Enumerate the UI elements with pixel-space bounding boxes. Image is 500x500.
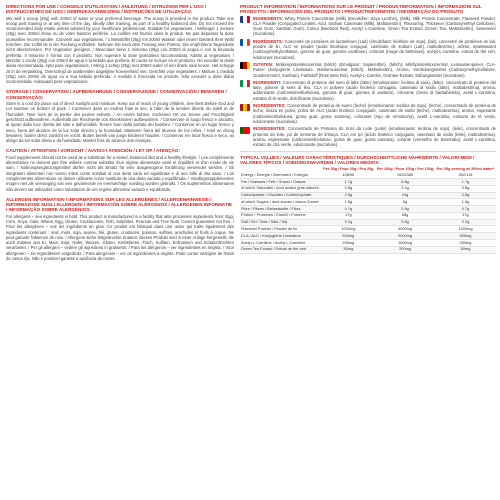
nutrient-name: Carbohydrate / Glucides / Kohlenhydrate (240, 192, 322, 199)
nutrient-name: Acetyl L-Carnitine / Acétyl L-Carnitine (240, 240, 322, 247)
ingredient-item (240, 80, 496, 101)
nutrient-value: 3.2g (375, 185, 435, 192)
ingredient-lang-tag: INGREDIENTES: (253, 126, 286, 132)
nutrient-value: 17g (322, 212, 375, 219)
ingredient-text (253, 16, 496, 37)
nutrient-value: 408/96 (322, 172, 375, 178)
nutrient-value: 0.7g (322, 206, 375, 213)
flag-stripe (247, 127, 250, 134)
ingredient-body: Molkenproteinkonzentrat (Milch) (Emulgator: Sojalecithin), (Milch), Milchproteinkonzentrat, Leinsamenpulver, CLA-Pulver (konjugierte Linolsäure, Natriumcaseinat (Milch), Maltodextrin), Aroma, Verdickungsmittel (Carboxymethylcellulose, Guarkernmehl, Xanthan), Farbstoff (Rote Bete Rot), Acetyl-L-Carnitin, Grüntee-Extrakt, Süßungsmittel (Sucralose). (253, 61, 496, 78)
nutrition-row (240, 212, 496, 219)
ingredient-text (253, 62, 496, 78)
nutrition-table-body (240, 172, 496, 253)
product-info-title: PRODUCT INFORMATION / INFORMATIONS SUR LE PRODUIT / PRODUKTINFORMATION / INFORMAZIONI SUL PRODOTTO / INFORMACIÓN DEL PRODUCTO / PRODUCTINFORMATIE / INFORMAÇÃO DO PRODUTO (240, 4, 482, 15)
nutrient-value: 1.5g (435, 199, 496, 206)
nutrition-row (240, 233, 496, 240)
nutrient-value: 250mg (322, 240, 375, 247)
left-column (6, 4, 234, 496)
nutrient-value: 0.2g (435, 219, 496, 226)
nutrient-name: of which Saturates / dont acides gras saturés (240, 185, 322, 192)
ingredient-item (240, 62, 496, 78)
nutrient-value: 1.7g (322, 178, 375, 185)
allergens-title: ALLERGEN INFORMATION / INFORMATIONS SUR LES ALLERGÈNES / ALLERGENHINWEISE / INFORMAZIONI SUGLI ALLERGENI / INFORMACIÓN SOBRE ALÉRGENOS / ALLERGENEN INFORMATIE / INFORMAÇÃO SOBRE ALERGÉNIOS: (6, 196, 233, 213)
nutrient-value: 0.8g (435, 185, 496, 192)
flag-stripe (247, 16, 250, 23)
ingredient-text (253, 103, 496, 124)
caution-body: Food supplements should not be used as a substitute for a varied, balanced diet and a healthy lifestyle. / Les compléments alimentaires ne doivent pas être utilisés comme substitut d'un régime alimentaire varié et équilibré et d'un mode de vie sain. / Nahrungsergänzungsmittel dürfen nicht als Ersatz für eine ausgewogene Ernährung verwendet werden. / Gli integratori alimentari non vanno intesi come sostituti di una dieta varia ed equilibrata e di uno stile di vita sano. / Los complementos alimenticios no deben utilizarse como sustituto de una dieta variada y equilibrada. / Voedingssupplementen mogen niet als vervanging van een gevarieerde en evenwichtige voeding worden gebruikt. / Os suplementos alimentares não devem ser utilizados como substitutos de um regime alimentar variado e equilibrado. (6, 154, 234, 192)
nutrient-name: Fat / Graisses / Fett / Grassi / Grasas (240, 178, 322, 185)
ingredient-item (240, 39, 496, 60)
ingredient-lang-tag: ZUTATEN: (253, 61, 274, 67)
nutrient-name: Fibre / Fibres / Ballaststoffe / Fibra (240, 206, 322, 213)
nutrient-value: 2.8g (375, 206, 435, 213)
ingredient-body: Concentré de protéines de lactosérum (Lait) (émulsifiant: lécithine de soja), (lait), concentré de protéines de lait, poudre de lin, ALC en poudre (acide linoléique conjugué, caséinate de sodium (Lait), maltodextrine), arôme, épaississant (carboxyméthylcellulose, gomme de guar, gomme xanthane), colorant (rouge de betterave), acétyl-L-carnitine, extrait de thé vert, édulcorant (sucralose). (253, 38, 496, 60)
nutrient-name: Salt / Sel / Salz / Sale / Sal (240, 219, 322, 226)
ingredient-lang-tag: INGREDIENTI: (253, 79, 282, 85)
allergens-body: For allergens – see ingredients in bold. This product is manufactured in a facility that also processes ingredients from: Egg, Corn, Soya, Oats, Wheat, Egg, Gluten, Crustaceans, Fish, Sulphites, Peanuts and Tree Nuts. Cannot guarantee nut free. / Pour les allergènes – voir les ingrédients en gras. Ce produit est fabriqué dans une usine qui traite également des ingrédients contenant : œuf, maïs, soja, avoine, blé, gluten, crustacés, poisson, sulfites, arachides et fruits à coque. Ne peut garantir l'absence de noix. / Allergene siehe fettgedruckte Zutaten. Dieses Produkt wird in einer Anlage hergestellt, die auch Zutaten aus Ei, Mais, Soja, Hafer, Weizen, Gluten, Krebstieren, Fisch, Sulfiten, Erdnüssen und Schalenfrüchten verarbeitet. / Per gli allergeni – vedere gli ingredienti in grassetto. / Para los alérgenos – ver ingredientes en negrita. / Voor allergenen – zie ingrediënten vetgedrukt. / Para alergénios – ver os ingredientes a negrito. Pode conter vestígios de frutos de casca rija. Não é possível garantir a ausência de nozes. (6, 213, 234, 262)
nutrient-value: 502/118 (435, 172, 496, 178)
nutrition-row (240, 185, 496, 192)
nutrition-row (240, 206, 496, 213)
nutrition-row (240, 246, 496, 253)
nutrient-value: 6g (375, 199, 435, 206)
nutrient-name: Energy / Énergie / Brennwert / Energia (240, 172, 322, 178)
nutrient-value: 50mg (435, 246, 496, 253)
nutrient-value: 500mg (435, 233, 496, 240)
divider (240, 151, 496, 152)
nutrition-header-cell: Per 25g / Pour 25g / Pro 25g (323, 167, 374, 172)
flag-stripe (247, 39, 250, 46)
nutrient-value: 1000mg (322, 226, 375, 233)
ingredient-lang-tag: INGREDIENTS: (253, 15, 284, 21)
nutrient-value: 2.5g (322, 192, 375, 199)
directions-section (6, 4, 234, 84)
nutrient-value: 1000mg (435, 226, 496, 233)
ingredient-item (240, 126, 496, 147)
nutrition-table (240, 167, 496, 254)
nutrition-row (240, 226, 496, 233)
caution-title: CAUTION / ATTENTION / VORSICHT / AVVISO / ATENCIÓN / LET OP / ATENÇÃO: (6, 148, 180, 154)
right-column (240, 4, 496, 496)
flag-icon (240, 62, 250, 69)
flag-stripe (247, 62, 250, 69)
caution-section (6, 148, 234, 191)
nutrient-value: 2.5g (435, 192, 496, 199)
ingredient-lang-tag: INGREDIENTES: (253, 103, 286, 109)
ingredient-body: Concentrado de Proteína do Soro do Leite (Leite) (emulsionante: lecitina de soja), (leite), concentrado de proteína do leite, pó de semente de linhaça, CLA em pó (ácido linoleico conjugado, caseinato de sódio (leite), maltodextrina), aroma, espessante (carboximetilcelulose, goma de guar, goma xantana), corante (vermelho de beterraba), acetil L-carnitina, extrato de chá verde, edulcorante (sucralose). (253, 126, 496, 148)
nutrition-row (240, 240, 496, 247)
nutrition-row (240, 219, 496, 226)
nutrient-value: 10g (375, 192, 435, 199)
nutrient-value: 0.8g (375, 219, 435, 226)
nutrient-value: 500mg (322, 233, 375, 240)
flag-icon (240, 127, 250, 134)
ingredient-text (253, 80, 496, 101)
nutrient-name: Protein / Protéines / Eiweiß / Proteine (240, 212, 322, 219)
nutrient-value: 4000mg (375, 226, 435, 233)
nutrition-header-cell: Per 100g / Pour 100g / Pro 100g (376, 167, 434, 172)
ingredient-lang-tag: INGRÉDIENTS: (253, 38, 284, 44)
flag-icon (240, 104, 250, 111)
storage-title: STORAGE / CONSERVATION / AUFBEWAHRUNG / CONSERVAZIONE / CONSERVACIÓN / BEWAREN / CONSERVAÇÃO: (6, 89, 227, 100)
nutrient-value: 1000mg (375, 240, 435, 247)
nutrient-value: 68g (375, 212, 435, 219)
nutrient-value: 2000mg (375, 233, 435, 240)
nutrient-value: 0.8g (322, 185, 375, 192)
flag-stripe (247, 80, 250, 87)
nutrition-header-cell: Per 25g serving w/ 200ml water* (436, 167, 495, 172)
nutrient-value: 6.8g (375, 178, 435, 185)
storage-section (6, 89, 234, 143)
flag-icon (240, 80, 250, 87)
ingredient-item (240, 16, 496, 37)
nutrient-value: 0.2g (322, 219, 375, 226)
ingredient-body: Concentrado de proteína de suero (leche) (emulsionante: lecitina de soja), (leche), concentrado de proteína de leche, linaza en polvo, polvo de ALC (ácido linoleico conjugado, caseinato de sodio (leche), maltodextrina), aroma, espesante (carboximetilcelulosa, goma guar, goma xantana), colorante (rojo de remolacha), acetil L-carnitina, extracto de té verde, edulcorante (sucralosa). (253, 103, 496, 124)
flag-icon (240, 39, 250, 46)
directions-title: DIRECTIONS FOR USE / CONSEILS D'UTILISATION / ANLEITUNG / ISTRUZIONI PER L'USO / INSTRUCCIONES DE USO / GEBRUIKSAANWIJZING / INSTRUÇÕES DE UTILIZAÇÃO: (6, 4, 207, 15)
ingredient-body: Concentrato di proteine del siero di latte (latte) (emulsionante: lecitina di soia), (latte), concentrato di proteine del latte, polvere di semi di lino, CLA in polvere (acido linoleico coniugato, caseinato di sodio (latte), maltodestrina), aroma, addensante (carbossimetilcellulosa, gomma di guar, gomma di xantano), colorante (rosso di barbabietola), acetil L-carnitina, estratto di tè verde, dolcificante (sucralosio). (253, 79, 496, 101)
allergens-section (6, 197, 234, 262)
ingredient-text (253, 126, 496, 147)
ingredients-list (240, 16, 496, 148)
nutrient-value: 200mg (375, 246, 435, 253)
ingredient-text (253, 39, 496, 60)
nutrient-value: 17g (435, 212, 496, 219)
nutrient-value: 250mg (435, 240, 496, 247)
ingredient-item (240, 103, 496, 124)
nutrient-value: 1.7g (435, 178, 496, 185)
nutrition-row (240, 192, 496, 199)
directions-body: Mix well 1 scoop (25g) with 200ml of water or your preferred beverage. The scoop is provided in the product. Take one scoop post training or at any time of the day. Ideally after training, as part of a healthy balanced diet. Do not exceed the recommended daily intake unless advised by your healthcare professional. Suitable for vegetarians. / Mélanger 1 mesure (25g) avec 200ml d'eau ou de votre boisson préférée. La cuillère est fournie dans le produit. Ne pas dépasser la dose journalière recommandée. Convient aux végétariens. / 1 Messlöffel (25g) mit 200ml Wasser oder einem Getränk Ihrer Wahl mischen. Der Löffel ist in der Packung enthalten. Nehmen Sie nach dem Training eine Portion. Die empfohlene Tagesdosis nicht überschreiten. Für Vegetarier geeignet. / Mescolare bene 1 misurino (25g) con 200ml di acqua o con la bevanda preferita. Il misurino è fornito con il prodotto. Non superare la dose giornaliera raccomandata. Adatto ai vegetariani. / Mezclar 1 cacito (25g) con 200ml de agua o la bebida que prefiera. El cacito se incluye en el producto. No exceder la dosis diaria recomendada. Apto para vegetarianos. / Meng 1 schep (25g) met 200ml water of een drank naar keuze. Het schepje zit in de verpakking. Overschrijd de aanbevolen dagelijkse hoeveelheid niet. Geschikt voor vegetariërs. / Misture 1 medida (25g) com 200ml de água ou a sua bebida preferida. A medida é fornecida no produto. Não exceder a dose diária recomendada. Adequado para vegetarianos. (6, 15, 234, 85)
nutrition-row (240, 178, 496, 185)
nutrient-value: 1.5g (322, 199, 375, 206)
nutrition-row (240, 199, 496, 206)
nutrient-name: of which Sugars / dont sucres / davon Zucker (240, 199, 322, 206)
nutrient-value: 1633/385 (375, 172, 435, 178)
nutrition-title: TYPICAL VALUES / VALEURS CARACTÉRISTIQUES / DURCHSCHNITTLICHE NÄHRWERTE / VALORI MEDI / VALORES TÍPICOS / VOEDINGSWAARDEN / VALORES MÉDIOS: (240, 155, 475, 166)
flag-icon (240, 16, 250, 23)
storage-body: Store in a cool dry place out of direct sunlight and moisture. Keep out of reach of young children. See Best Before End and Lot Number on bottom of pack. / Conserver dans un endroit frais et sec, à l'abri de la lumière directe du soleil et de l'humidité. Tenir hors de la portée des jeunes enfants. / An einem kühlen, trockenen Ort vor Sonne und Feuchtigkeit geschützt aufbewahren. Außerhalb der Reichweite von Kleinkindern aufbewahren. / Conservare in luogo fresco e asciutto, al riparo dalla luce diretta del sole e dall'umidità. Tenere fuori dalla portata dei bambini. / Conservar en un lugar fresco y seco, fuera del alcance de la luz solar directa y la humedad. Mantener fuera del alcance de los niños. / Koel en droog bewaren, buiten direct zonlicht en vocht. Buiten bereik van jonge kinderen houden. / Conservar em local fresco e seco, ao abrigo da luz solar direta e da humidade. Manter fora do alcance das crianças. (6, 101, 234, 144)
nutrient-name: Green Tea Extract / Extrait de thé vert (240, 246, 322, 253)
flag-stripe (247, 104, 250, 111)
nutrient-name: Flaxseed Powder / Poudre de lin (240, 226, 322, 233)
nutrient-value: 0.7g (435, 206, 496, 213)
nutrient-value: 50mg (322, 246, 375, 253)
nutrient-name: CLA / ALC / Konjugierte Linolsäure (240, 233, 322, 240)
ingredient-body: Whey Protein Concentrate (Milk) (Emulsifier: Soya Lecithin), (Milk), Milk Protein Concentrate, Flaxseed Powder, CLA Powder (Conjugated Linoleic Acid, Sodium Caseinate (Milk), Maltodextrin), Flavouring, Thickener (Carboxymethyl Cellulose), Guar Gum, Xanthan Gum), Colour (Beetroot Red), Acetyl L-Carnitine, Green Tea Extract (Green Tea, Maltodextrin), Sweetener (Sucralose). (253, 15, 496, 37)
